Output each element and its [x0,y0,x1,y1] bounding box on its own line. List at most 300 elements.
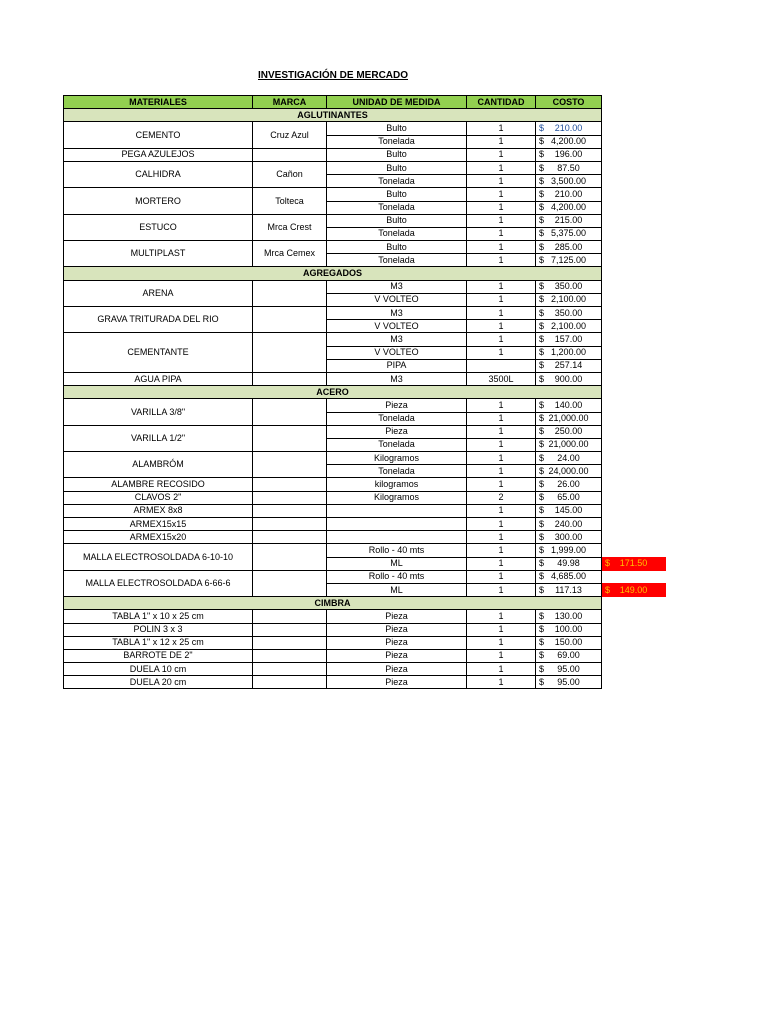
unit-cell: Pieza [327,399,467,412]
currency-symbol: $ [539,452,545,463]
cost-cell [536,254,602,267]
quantity-cell: 1 [467,504,536,517]
section-title: ACERO [64,386,602,399]
material-cell: ARENA [64,280,253,306]
material-cell: ARMEX 8x8 [64,504,253,517]
unit-cell: ML [327,557,467,570]
cost-cell [536,583,602,596]
section-row [64,386,666,399]
quantity-cell [467,359,536,372]
quantity-cell: 1 [467,636,536,649]
cost-value: 250.00 [554,426,583,437]
cost-value: 69.00 [557,650,580,661]
material-cell: CLAVOS 2" [64,491,253,504]
quantity-cell: 1 [467,175,536,188]
cost-cell [536,491,602,504]
cost-cell [536,676,602,689]
section-title: AGLUTINANTES [64,109,602,122]
table-row [64,649,666,662]
cost-cell [536,372,602,385]
header-marca: MARCA [253,96,327,109]
currency-symbol: $ [539,650,545,661]
currency-symbol: $ [539,254,545,265]
unit-cell: Bulto [327,188,467,201]
table-row [64,148,666,161]
brand-cell [253,307,327,333]
unit-cell: Kilogramos [327,491,467,504]
unit-cell [327,531,467,544]
unit-cell: Tonelada [327,438,467,451]
currency-symbol: $ [539,162,545,173]
cost-value: 210.00 [554,122,583,133]
highlight-cost-value: 171.50 [619,558,648,569]
cost-value: 150.00 [554,637,583,648]
material-cell: MALLA ELECTROSOLDADA 6-66-6 [64,570,253,596]
cost-cell [536,663,602,676]
material-cell: VARILLA 3/8" [64,399,253,425]
section-title: CIMBRA [64,597,602,610]
cost-cell [536,465,602,478]
table-row [64,663,666,676]
cost-cell [536,544,602,557]
cost-value: 215.00 [554,215,583,226]
quantity-cell: 2 [467,491,536,504]
cost-cell [536,425,602,438]
unit-cell: Pieza [327,663,467,676]
cost-cell [536,161,602,174]
unit-cell: Pieza [327,610,467,623]
table-row [64,307,666,320]
currency-symbol: $ [539,584,545,595]
cost-cell [536,649,602,662]
material-cell: DUELA 20 cm [64,676,253,689]
brand-cell [253,452,327,478]
table-row [64,636,666,649]
currency-symbol: $ [539,558,545,569]
brand-cell [253,649,327,662]
cost-value: 196.00 [554,149,583,160]
currency-symbol: $ [539,320,545,331]
cost-cell [536,623,602,636]
currency-symbol: $ [539,610,545,621]
table-row [64,623,666,636]
currency-symbol: $ [539,294,545,305]
material-cell: DUELA 10 cm [64,663,253,676]
currency-symbol: $ [539,149,545,160]
quantity-cell: 1 [467,438,536,451]
table-row [64,333,666,346]
currency-symbol: $ [539,202,545,213]
unit-cell: Pieza [327,676,467,689]
currency-symbol: $ [539,676,545,687]
cost-value: 140.00 [554,399,583,410]
table-row [64,478,666,491]
brand-cell [253,478,327,491]
currency-symbol: $ [539,175,545,186]
cost-value: 1,200.00 [550,347,587,358]
currency-symbol: $ [539,360,545,371]
currency-symbol: $ [539,439,545,450]
currency-symbol: $ [539,307,545,318]
unit-cell: ML [327,583,467,596]
quantity-cell: 3500L [467,372,536,385]
cost-cell [536,333,602,346]
cost-cell [536,227,602,240]
header-unidad: UNIDAD DE MEDIDA [327,96,467,109]
market-research-table [63,95,666,689]
cost-value: 130.00 [554,610,583,621]
currency-symbol: $ [539,531,545,542]
currency-symbol: $ [539,228,545,239]
material-cell: PEGA AZULEJOS [64,148,253,161]
section-row [64,267,666,280]
brand-cell [253,544,327,570]
document-title: INVESTIGACIÓN DE MERCADO [258,70,409,81]
quantity-cell: 1 [467,544,536,557]
brand-cell [253,636,327,649]
brand-cell [253,148,327,161]
unit-cell: Tonelada [327,175,467,188]
table-row [64,399,666,412]
unit-cell [327,518,467,531]
quantity-cell: 1 [467,478,536,491]
cost-cell [536,359,602,372]
unit-cell: M3 [327,307,467,320]
quantity-cell: 1 [467,188,536,201]
cost-cell [536,307,602,320]
cost-value: 24.00 [557,452,580,463]
cost-value: 21,000.00 [548,439,589,450]
currency-symbol: $ [605,558,611,569]
unit-cell: Bulto [327,122,467,135]
brand-cell [253,491,327,504]
cost-cell [536,531,602,544]
table-row [64,518,666,531]
cost-value: 87.50 [557,162,580,173]
material-cell: CEMENTO [64,122,253,148]
cost-value: 4,685.00 [550,571,587,582]
brand-cell [253,570,327,596]
table-row [64,214,666,227]
table-row [64,610,666,623]
highlight-cost-value: 149.00 [619,584,648,595]
quantity-cell: 1 [467,148,536,161]
quantity-cell: 1 [467,663,536,676]
currency-symbol: $ [539,136,545,147]
brand-cell [253,531,327,544]
cost-cell [536,636,602,649]
header-row [64,96,666,109]
unit-cell: V VOLTEO [327,320,467,333]
material-cell: ALAMBRÓM [64,452,253,478]
unit-cell: Bulto [327,148,467,161]
cost-value: 26.00 [557,479,580,490]
unit-cell: Kilogramos [327,452,467,465]
cost-value: 95.00 [557,663,580,674]
material-cell: MULTIPLAST [64,241,253,267]
material-cell: ARMEX15x20 [64,531,253,544]
cost-cell [536,610,602,623]
brand-cell: Tolteca [253,188,327,214]
cost-value: 4,200.00 [550,202,587,213]
quantity-cell: 1 [467,531,536,544]
cost-value: 5,375.00 [550,228,587,239]
cost-value: 95.00 [557,676,580,687]
quantity-cell: 1 [467,465,536,478]
unit-cell: Tonelada [327,227,467,240]
quantity-cell: 1 [467,333,536,346]
quantity-cell: 1 [467,610,536,623]
unit-cell: Bulto [327,161,467,174]
cost-value: 24,000.00 [548,465,589,476]
unit-cell: Pieza [327,649,467,662]
currency-symbol: $ [539,188,545,199]
table-row [64,425,666,438]
cost-value: 117.13 [555,584,582,595]
table-row [64,570,666,583]
cost-cell [536,478,602,491]
cost-cell [536,452,602,465]
header-cantidad: CANTIDAD [467,96,536,109]
material-cell: CEMENTANTE [64,333,253,373]
quantity-cell: 1 [467,320,536,333]
unit-cell: Rollo - 40 mts [327,544,467,557]
currency-symbol: $ [539,492,545,503]
quantity-cell: 1 [467,307,536,320]
cost-cell [536,412,602,425]
cost-value: 240.00 [554,518,583,529]
quantity-cell: 1 [467,452,536,465]
quantity-cell: 1 [467,346,536,359]
highlight-cost-cell [602,557,666,570]
quantity-cell: 1 [467,135,536,148]
unit-cell [327,504,467,517]
currency-symbol: $ [539,571,545,582]
cost-cell [536,280,602,293]
brand-cell [253,399,327,425]
table-row [64,372,666,385]
unit-cell: M3 [327,372,467,385]
unit-cell: Tonelada [327,412,467,425]
currency-symbol: $ [539,518,545,529]
material-cell: GRAVA TRITURADA DEL RIO [64,307,253,333]
table-row [64,452,666,465]
cost-value: 300.00 [554,531,583,542]
currency-symbol: $ [539,215,545,226]
table-row [64,161,666,174]
cost-cell [536,175,602,188]
quantity-cell: 1 [467,122,536,135]
material-cell: TABLA 1" x 12 x 25 cm [64,636,253,649]
unit-cell: Tonelada [327,254,467,267]
cost-value: 65.00 [557,492,580,503]
material-cell: VARILLA 1/2" [64,425,253,451]
cost-cell [536,293,602,306]
material-cell: MALLA ELECTROSOLDADA 6-10-10 [64,544,253,570]
quantity-cell: 1 [467,676,536,689]
currency-symbol: $ [539,373,545,384]
currency-symbol: $ [539,465,545,476]
currency-symbol: $ [539,399,545,410]
table-row [64,280,666,293]
unit-cell: kilogramos [327,478,467,491]
quantity-cell: 1 [467,557,536,570]
brand-cell [253,504,327,517]
quantity-cell: 1 [467,280,536,293]
currency-symbol: $ [539,241,545,252]
quantity-cell: 1 [467,583,536,596]
currency-symbol: $ [539,624,545,635]
currency-symbol: $ [539,426,545,437]
cost-cell [536,570,602,583]
section-title: AGREGADOS [64,267,602,280]
material-cell: POLIN 3 x 3 [64,623,253,636]
cost-value: 21,000.00 [548,413,589,424]
cost-value: 285.00 [554,241,583,252]
table-row [64,188,666,201]
brand-cell [253,623,327,636]
table-row [64,544,666,557]
quantity-cell: 1 [467,214,536,227]
cost-cell [536,188,602,201]
quantity-cell: 1 [467,570,536,583]
cost-value: 100.00 [554,624,583,635]
unit-cell: Pieza [327,636,467,649]
cost-value: 2,100.00 [550,294,587,305]
cost-cell [536,135,602,148]
unit-cell: V VOLTEO [327,346,467,359]
brand-cell: Mrca Cemex [253,241,327,267]
cost-value: 3,500.00 [550,175,587,186]
unit-cell: Tonelada [327,465,467,478]
cost-value: 157.00 [554,333,583,344]
cost-value: 900.00 [554,373,583,384]
material-cell: CALHIDRA [64,161,253,187]
cost-cell [536,148,602,161]
cost-cell [536,320,602,333]
cost-value: 2,100.00 [550,320,587,331]
unit-cell: Pieza [327,425,467,438]
brand-cell [253,372,327,385]
unit-cell: Tonelada [327,201,467,214]
currency-symbol: $ [539,479,545,490]
cost-value: 350.00 [554,281,583,292]
material-cell: TABLA 1" x 10 x 25 cm [64,610,253,623]
material-cell: BARROTE DE 2" [64,649,253,662]
quantity-cell: 1 [467,201,536,214]
brand-cell: Mrca Crest [253,214,327,240]
cost-cell [536,518,602,531]
quantity-cell: 1 [467,227,536,240]
quantity-cell: 1 [467,425,536,438]
currency-symbol: $ [539,413,545,424]
quantity-cell: 1 [467,161,536,174]
header-materiales: MATERIALES [64,96,253,109]
cost-value: 257.14 [554,360,583,371]
material-cell: AGUA PIPA [64,372,253,385]
currency-symbol: $ [539,544,545,555]
currency-symbol: $ [539,281,545,292]
cost-cell [536,241,602,254]
quantity-cell: 1 [467,412,536,425]
currency-symbol: $ [539,347,545,358]
quantity-cell: 1 [467,518,536,531]
quantity-cell: 1 [467,241,536,254]
cost-cell [536,557,602,570]
unit-cell: PIPA [327,359,467,372]
brand-cell [253,663,327,676]
table-row [64,676,666,689]
cost-value: 1,999.00 [550,544,587,555]
brand-cell: Cruz Azul [253,122,327,148]
cost-cell [536,438,602,451]
brand-cell [253,518,327,531]
cost-value: 7,125.00 [550,254,587,265]
brand-cell [253,425,327,451]
unit-cell: M3 [327,280,467,293]
brand-cell [253,333,327,373]
brand-cell [253,676,327,689]
cost-cell [536,201,602,214]
currency-symbol: $ [539,637,545,648]
highlight-cost-cell [602,583,666,596]
brand-cell: Cañon [253,161,327,187]
unit-cell: V VOLTEO [327,293,467,306]
currency-symbol: $ [539,505,545,516]
unit-cell: Tonelada [327,135,467,148]
header-costo: COSTO [536,96,602,109]
brand-cell [253,280,327,306]
table-row [64,504,666,517]
cost-cell [536,346,602,359]
section-row [64,597,666,610]
material-cell: ARMEX15x15 [64,518,253,531]
material-cell: ESTUCO [64,214,253,240]
table-row [64,241,666,254]
cost-value: 210.00 [554,188,583,199]
currency-symbol: $ [539,122,545,133]
table-row [64,122,666,135]
currency-symbol: $ [539,333,545,344]
quantity-cell: 1 [467,623,536,636]
table-row [64,531,666,544]
cost-value: 49.98 [557,558,580,569]
table-row [64,491,666,504]
table-body [64,109,666,689]
cost-cell [536,122,602,135]
section-row [64,109,666,122]
quantity-cell: 1 [467,254,536,267]
currency-symbol: $ [605,584,611,595]
quantity-cell: 1 [467,649,536,662]
unit-cell: Rollo - 40 mts [327,570,467,583]
currency-symbol: $ [539,663,545,674]
cost-cell [536,399,602,412]
quantity-cell: 1 [467,293,536,306]
material-cell: ALAMBRE RECOSIDO [64,478,253,491]
unit-cell: Pieza [327,623,467,636]
cost-value: 145.00 [554,505,583,516]
cost-value: 350.00 [554,307,583,318]
cost-cell [536,504,602,517]
unit-cell: M3 [327,333,467,346]
unit-cell: Bulto [327,214,467,227]
material-cell: MORTERO [64,188,253,214]
brand-cell [253,610,327,623]
quantity-cell: 1 [467,399,536,412]
cost-cell [536,214,602,227]
unit-cell: Bulto [327,241,467,254]
